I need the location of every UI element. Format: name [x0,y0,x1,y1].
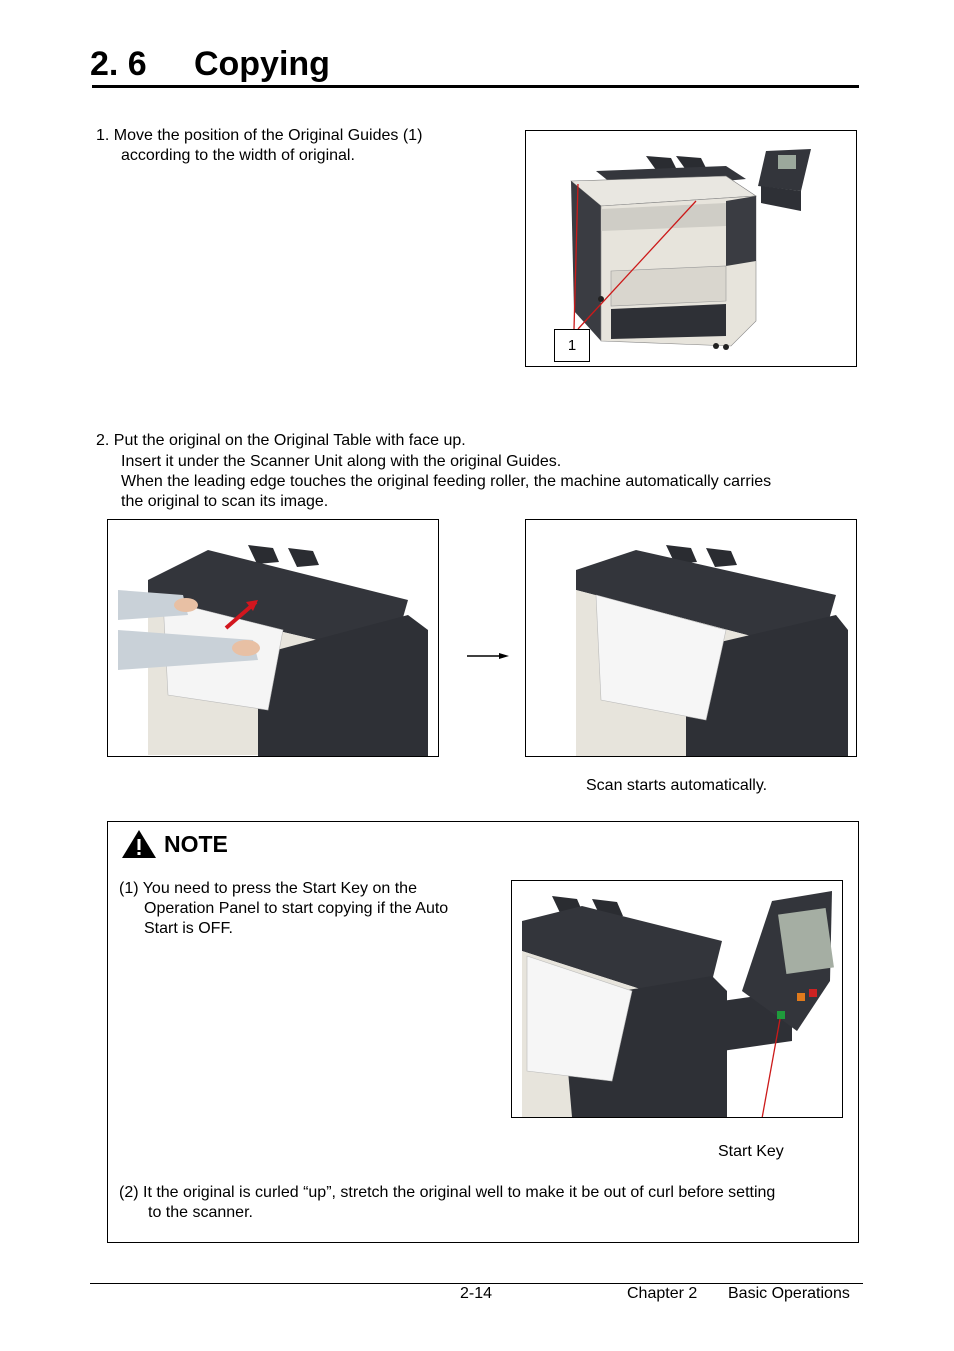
note-item1-line3: Start is OFF. [144,920,233,937]
footer-chapter: Chapter 2 [627,1285,698,1302]
operation-panel-illustration [512,881,842,1117]
page-title [90,44,330,84]
step2-line4: the original to scan its image. [121,493,329,510]
figure-scan-starts [525,519,857,757]
section-title: Copying [193,45,330,83]
note-heading: NOTE [164,831,228,857]
note-item1-line2: Operation Panel to start copying if the Auto [144,900,449,917]
page-number: 2-14 [460,1285,493,1302]
warning-icon [121,829,157,859]
step1-line1: 1. Move the position of the Original Guides (1) [96,127,423,144]
callout-number: 1 [567,337,577,354]
step2-line2: Insert it under the Scanner Unit along with the original Guides. [121,453,562,470]
note-item2-line1: (2) It the original is curled “up”, stretch the original well to make it be out of curl before setting [119,1184,776,1201]
note-item2-line2: to the scanner. [148,1204,253,1221]
scan-illustration [526,520,856,756]
step2-line1: 2. Put the original on the Original Table with face up. [96,432,466,449]
callout-box [554,329,590,362]
flow-arrow [467,646,509,652]
figure-original-guides [525,130,857,367]
section-number: 2. 6 [90,45,147,83]
footer-rule [90,1283,863,1284]
step2-line3: When the leading edge touches the original feeding roller, the machine automatically carries [121,473,772,490]
note-item1-line1: (1) You need to press the Start Key on the [119,880,417,897]
scan-caption: Scan starts automatically. [586,777,768,794]
title-underline [92,85,859,88]
footer-chapter-title: Basic Operations [728,1285,850,1302]
figure-insert-original [107,519,439,757]
start-key-label: Start Key [718,1143,784,1160]
figure-start-key [511,880,843,1118]
step1-line2: according to the width of original. [121,147,355,164]
insert-original-illustration [108,520,438,756]
